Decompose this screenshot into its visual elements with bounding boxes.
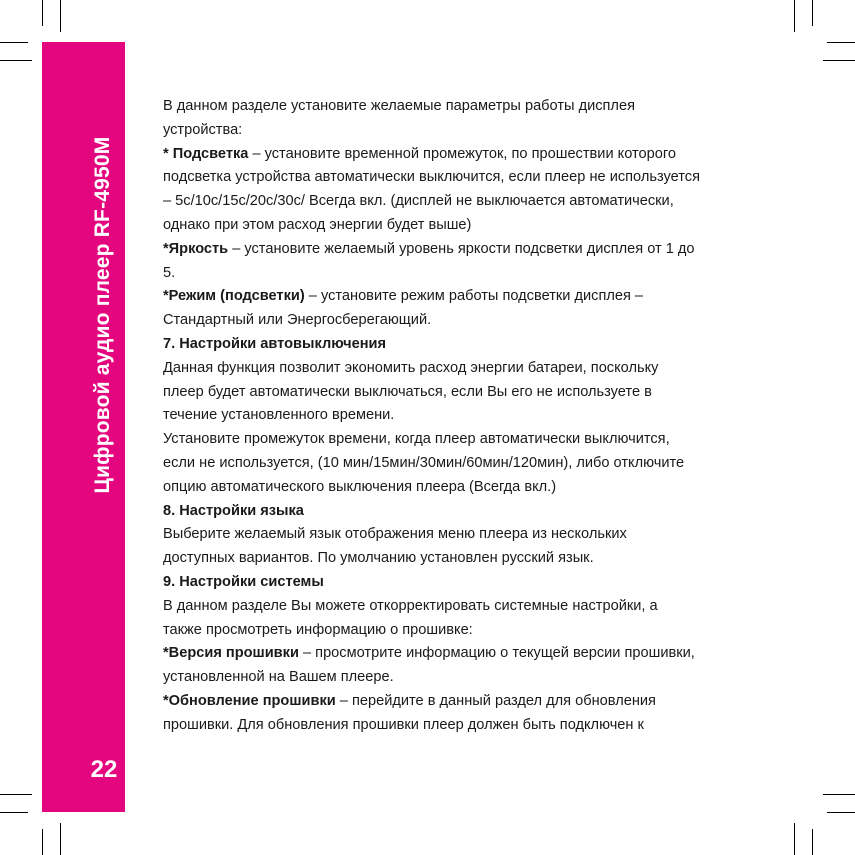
crop-mark	[0, 42, 28, 43]
text-line	[163, 690, 803, 714]
line-text: – просмотрите информацию о текущей версии прошивки,	[298, 645, 695, 662]
line-text: Выберите желаемый язык отображения меню плеера из нескольких	[163, 526, 627, 543]
line-text: опцию автоматического выключения плеера (Всегда вкл.)	[163, 478, 557, 495]
bold-term: *Режим (подсветки)	[163, 288, 305, 305]
crop-mark	[812, 829, 813, 855]
section-heading	[163, 333, 803, 357]
text-line	[163, 95, 803, 119]
text-line	[163, 238, 803, 262]
text-line	[163, 309, 803, 333]
crop-mark	[827, 812, 855, 813]
text-line	[163, 190, 803, 214]
line-text: если не используется, (10 мин/15мин/30мин/60мин/120мин), либо отключите	[163, 454, 685, 471]
line-text: однако при этом расход энергии будет выше)	[163, 216, 472, 233]
text-line	[163, 642, 803, 666]
text-line	[163, 619, 803, 643]
bold-term: 8. Настройки языка	[163, 502, 304, 519]
bold-term: *Яркость	[163, 240, 229, 257]
line-text: устройства:	[163, 121, 243, 138]
bold-term: 7. Настройки автовыключения	[163, 335, 387, 352]
text-line	[163, 404, 803, 428]
crop-mark	[827, 42, 855, 43]
crop-mark	[794, 823, 795, 855]
text-line	[163, 143, 803, 167]
line-text: – установите временной промежуток, по прошествии которого	[248, 145, 676, 162]
line-text: также просмотреть информацию о прошивке:	[163, 621, 473, 638]
crop-mark	[823, 794, 855, 795]
text-line	[163, 547, 803, 571]
crop-mark	[0, 812, 28, 813]
line-text: доступных вариантов. По умолчанию установлен русский язык.	[163, 550, 594, 567]
text-line	[163, 285, 803, 309]
line-text: Стандартный или Энергосберегающий.	[163, 312, 432, 329]
crop-mark	[823, 60, 855, 61]
bold-term: *Обновление прошивки	[163, 692, 336, 709]
line-text: прошивки. Для обновления прошивки плеер должен быть подключен к	[163, 716, 644, 733]
crop-mark	[0, 60, 32, 61]
line-text: В данном разделе Вы можете откорректировать системные настройки, а	[163, 597, 658, 614]
text-line	[163, 119, 803, 143]
line-text: В данном разделе установите желаемые параметры работы дисплея	[163, 98, 635, 114]
sidebar-title-text: Цифровой аудио плеер RF-4950M	[91, 136, 114, 494]
line-text: Данная функция позволит экономить расход энергии батареи, поскольку	[163, 359, 659, 376]
text-line	[163, 476, 803, 500]
line-text: течение установленного времени.	[163, 407, 395, 424]
sidebar-title	[83, 105, 123, 525]
bold-term: 9. Настройки системы	[163, 573, 324, 590]
crop-mark	[42, 829, 43, 855]
text-line	[163, 714, 803, 738]
text-line	[163, 381, 803, 405]
text-line	[163, 595, 803, 619]
crop-mark	[60, 0, 61, 32]
text-line	[163, 166, 803, 190]
line-text: – установите режим работы подсветки дисплея –	[304, 288, 644, 305]
section-heading	[163, 571, 803, 595]
line-text: – установите желаемый уровень яркости подсветки дисплея от 1 до	[228, 240, 695, 257]
line-text: Установите промежуток времени, когда плеер автоматически выключится,	[163, 431, 670, 448]
line-text: – 5с/10с/15с/20с/30с/ Всегда вкл. (дисплей не выключается автоматически,	[163, 193, 674, 210]
crop-mark	[42, 0, 43, 26]
line-text: подсветка устройства автоматически выключится, если плеер не используется	[163, 169, 700, 186]
text-line	[163, 262, 803, 286]
line-text: – перейдите в данный раздел для обновления	[335, 692, 656, 709]
text-line	[163, 214, 803, 238]
text-line	[163, 666, 803, 690]
bold-term: *Версия прошивки	[163, 645, 299, 662]
page-number: 22	[90, 756, 118, 783]
section-heading	[163, 500, 803, 524]
crop-mark	[0, 794, 32, 795]
line-text: плеер будет автоматически выключаться, если Вы его не используете в	[163, 383, 652, 400]
line-text: 5.	[163, 264, 176, 281]
body-text	[163, 95, 803, 738]
bold-term: * Подсветка	[163, 145, 249, 162]
crop-mark	[794, 0, 795, 32]
crop-mark	[812, 0, 813, 26]
text-line	[163, 523, 803, 547]
crop-mark	[60, 823, 61, 855]
text-line	[163, 452, 803, 476]
text-line	[163, 428, 803, 452]
line-text: установленной на Вашем плеере.	[163, 669, 394, 686]
text-line	[163, 357, 803, 381]
